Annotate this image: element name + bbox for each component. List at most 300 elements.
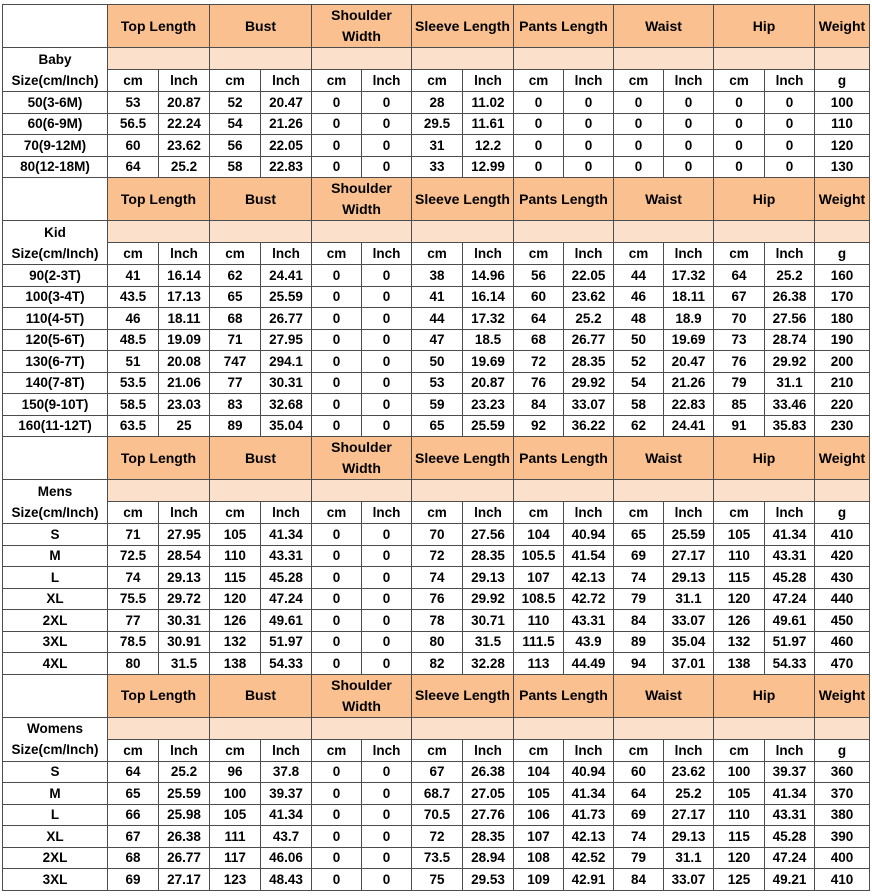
kid-value-cell: 0 <box>362 372 412 394</box>
womens-size-cell: 2XL <box>3 847 108 869</box>
mens-section-name: Mens <box>37 483 73 499</box>
mens-unit-cm: cm <box>312 502 362 524</box>
mens-value-cell: 132 <box>210 631 261 653</box>
baby-unit-inch: lnch <box>564 70 614 92</box>
mens-table-row <box>3 545 870 567</box>
mens-value-cell: 25.59 <box>664 524 714 546</box>
womens-value-cell: 27.05 <box>463 783 514 805</box>
baby-value-cell: 0 <box>514 113 564 135</box>
kid-header-pants-length: Pants Length <box>514 178 614 221</box>
baby-value-cell: 0 <box>362 135 412 157</box>
kid-value-cell: 62 <box>210 265 261 287</box>
kid-value-cell: 33.46 <box>765 394 815 416</box>
baby-unit-cm: cm <box>108 70 159 92</box>
kid-value-cell: 92 <box>514 415 564 437</box>
mens-value-cell: 126 <box>714 610 765 632</box>
womens-value-cell: 0 <box>362 761 412 783</box>
womens-value-cell: 29.13 <box>664 826 714 848</box>
mens-value-cell: 105 <box>714 524 765 546</box>
mens-size-cell: L <box>3 567 108 589</box>
womens-value-cell: 125 <box>714 869 765 891</box>
kid-value-cell: 43.5 <box>108 286 159 308</box>
mens-value-cell: 89 <box>614 631 664 653</box>
kid-value-cell: 0 <box>312 372 362 394</box>
womens-value-cell: 41.34 <box>564 783 614 805</box>
womens-value-cell: 67 <box>412 761 463 783</box>
mens-header-sleeve-length: Sleeve Length <box>412 437 514 480</box>
kid-size-cell: 150(9-10T) <box>3 394 108 416</box>
kid-value-cell: 58.5 <box>108 394 159 416</box>
kid-value-cell: 52 <box>614 351 664 373</box>
kid-table-row <box>3 415 870 437</box>
kid-value-cell: 77 <box>210 372 261 394</box>
mens-value-cell: 82 <box>412 653 463 675</box>
baby-unit-row <box>3 70 870 92</box>
baby-header-hip: Hip <box>714 5 815 48</box>
womens-value-cell: 68.7 <box>412 783 463 805</box>
womens-spacer-cell <box>312 717 412 739</box>
kid-value-cell: 25.59 <box>463 415 514 437</box>
baby-value-cell: 58 <box>210 156 261 178</box>
kid-spacer-cell <box>412 221 514 243</box>
mens-table-row <box>3 610 870 632</box>
mens-size-cell: 2XL <box>3 610 108 632</box>
womens-value-cell: 69 <box>108 869 159 891</box>
kid-table-row <box>3 286 870 308</box>
baby-value-cell: 0 <box>362 156 412 178</box>
baby-spacer-cell <box>714 48 815 70</box>
mens-value-cell: 29.92 <box>463 588 514 610</box>
kid-value-cell: 0 <box>362 329 412 351</box>
kid-spacer-cell <box>312 221 412 243</box>
baby-value-cell: 0 <box>714 92 765 114</box>
kid-table-row <box>3 394 870 416</box>
mens-value-cell: 77 <box>108 610 159 632</box>
mens-value-cell: 84 <box>614 610 664 632</box>
mens-value-cell: 42.13 <box>564 567 614 589</box>
womens-value-cell: 68 <box>108 847 159 869</box>
kid-size-cell: 100(3-4T) <box>3 286 108 308</box>
mens-value-cell: 138 <box>714 653 765 675</box>
baby-value-cell: 0 <box>362 113 412 135</box>
kid-value-cell: 89 <box>210 415 261 437</box>
baby-value-cell: 25.2 <box>159 156 210 178</box>
baby-value-cell: 0 <box>312 92 362 114</box>
kid-value-cell: 170 <box>815 286 870 308</box>
mens-value-cell: 74 <box>614 567 664 589</box>
baby-value-cell: 12.99 <box>463 156 514 178</box>
mens-value-cell: 0 <box>362 588 412 610</box>
baby-header-pants-length: Pants Length <box>514 5 614 48</box>
kid-value-cell: 23.03 <box>159 394 210 416</box>
baby-unit-cm: cm <box>312 70 362 92</box>
mens-value-cell: 37.01 <box>664 653 714 675</box>
baby-value-cell: 0 <box>312 113 362 135</box>
mens-value-cell: 105 <box>210 524 261 546</box>
mens-value-cell: 51.97 <box>765 631 815 653</box>
kid-value-cell: 35.04 <box>261 415 312 437</box>
kid-spacer-cell <box>210 221 312 243</box>
womens-value-cell: 0 <box>362 804 412 826</box>
baby-header-shoulder-width: Shoulder Width <box>312 5 412 48</box>
womens-header-hip: Hip <box>714 674 815 717</box>
womens-value-cell: 117 <box>210 847 261 869</box>
mens-unit-inch: lnch <box>261 502 312 524</box>
womens-size-unit-label: Size(cm/Inch) <box>11 742 99 757</box>
kid-value-cell: 18.5 <box>463 329 514 351</box>
baby-value-cell: 100 <box>815 92 870 114</box>
womens-value-cell: 100 <box>714 761 765 783</box>
womens-value-cell: 23.62 <box>664 761 714 783</box>
mens-value-cell: 0 <box>362 631 412 653</box>
womens-value-cell: 0 <box>362 826 412 848</box>
kid-value-cell: 17.13 <box>159 286 210 308</box>
womens-value-cell: 65 <box>108 783 159 805</box>
mens-value-cell: 32.28 <box>463 653 514 675</box>
kid-value-cell: 73 <box>714 329 765 351</box>
mens-value-cell: 69 <box>614 545 664 567</box>
kid-header-weight: Weight <box>815 178 870 221</box>
mens-spacer-cell <box>210 480 312 502</box>
kid-table-row <box>3 329 870 351</box>
mens-value-cell: 78 <box>412 610 463 632</box>
mens-spacer-row <box>3 480 870 502</box>
kid-value-cell: 26.77 <box>261 308 312 330</box>
mens-value-cell: 0 <box>312 545 362 567</box>
kid-value-cell: 24.41 <box>261 265 312 287</box>
womens-spacer-cell <box>815 717 870 739</box>
womens-unit-inch: lnch <box>261 739 312 761</box>
kid-unit-cm: cm <box>312 243 362 265</box>
kid-value-cell: 0 <box>362 286 412 308</box>
kid-value-cell: 83 <box>210 394 261 416</box>
womens-value-cell: 107 <box>514 826 564 848</box>
womens-value-cell: 390 <box>815 826 870 848</box>
kid-value-cell: 19.69 <box>463 351 514 373</box>
womens-value-cell: 42.52 <box>564 847 614 869</box>
kid-value-cell: 72 <box>514 351 564 373</box>
kid-value-cell: 31.1 <box>765 372 815 394</box>
mens-value-cell: 120 <box>714 588 765 610</box>
womens-value-cell: 33.07 <box>664 869 714 891</box>
mens-size-cell: S <box>3 524 108 546</box>
baby-header-top-length: Top Length <box>108 5 210 48</box>
baby-value-cell: 22.83 <box>261 156 312 178</box>
kid-value-cell: 230 <box>815 415 870 437</box>
mens-value-cell: 40.94 <box>564 524 614 546</box>
baby-value-cell: 11.61 <box>463 113 514 135</box>
kid-spacer-cell <box>714 221 815 243</box>
womens-value-cell: 40.94 <box>564 761 614 783</box>
kid-value-cell: 19.09 <box>159 329 210 351</box>
mens-value-cell: 51.97 <box>261 631 312 653</box>
mens-spacer-cell <box>312 480 412 502</box>
mens-value-cell: 105.5 <box>514 545 564 567</box>
womens-value-cell: 100 <box>210 783 261 805</box>
womens-table-row <box>3 869 870 891</box>
kid-value-cell: 22.83 <box>664 394 714 416</box>
baby-value-cell: 130 <box>815 156 870 178</box>
mens-unit-cm: cm <box>514 502 564 524</box>
baby-value-cell: 0 <box>765 156 815 178</box>
womens-spacer-row <box>3 717 870 739</box>
kid-value-cell: 0 <box>312 415 362 437</box>
mens-value-cell: 0 <box>312 610 362 632</box>
kid-value-cell: 20.47 <box>664 351 714 373</box>
kid-value-cell: 29.92 <box>564 372 614 394</box>
baby-section-name: Baby <box>38 51 72 67</box>
baby-value-cell: 0 <box>614 135 664 157</box>
baby-value-cell: 0 <box>312 135 362 157</box>
mens-value-cell: 104 <box>514 524 564 546</box>
kid-value-cell: 68 <box>514 329 564 351</box>
womens-value-cell: 31.1 <box>664 847 714 869</box>
kid-value-cell: 84 <box>514 394 564 416</box>
womens-size-cell: 3XL <box>3 869 108 891</box>
mens-value-cell: 29.72 <box>159 588 210 610</box>
mens-value-cell: 80 <box>108 653 159 675</box>
baby-value-cell: 33 <box>412 156 463 178</box>
womens-table-row <box>3 761 870 783</box>
mens-value-cell: 0 <box>362 610 412 632</box>
kid-value-cell: 0 <box>312 394 362 416</box>
mens-value-cell: 30.31 <box>159 610 210 632</box>
kid-value-cell: 64 <box>514 308 564 330</box>
mens-table-row <box>3 653 870 675</box>
womens-value-cell: 66 <box>108 804 159 826</box>
mens-value-cell: 54.33 <box>261 653 312 675</box>
mens-value-cell: 410 <box>815 524 870 546</box>
kid-header-row <box>3 178 870 221</box>
mens-header-pants-length: Pants Length <box>514 437 614 480</box>
mens-table-row <box>3 567 870 589</box>
kid-value-cell: 50 <box>412 351 463 373</box>
mens-value-cell: 132 <box>714 631 765 653</box>
womens-value-cell: 410 <box>815 869 870 891</box>
womens-value-cell: 96 <box>210 761 261 783</box>
womens-unit-inch: lnch <box>159 739 210 761</box>
kid-value-cell: 0 <box>312 329 362 351</box>
mens-unit-cm: cm <box>108 502 159 524</box>
mens-value-cell: 110 <box>714 545 765 567</box>
womens-value-cell: 109 <box>514 869 564 891</box>
kid-value-cell: 20.08 <box>159 351 210 373</box>
kid-unit-cm: cm <box>514 243 564 265</box>
mens-value-cell: 43.31 <box>261 545 312 567</box>
mens-value-cell: 74 <box>108 567 159 589</box>
womens-value-cell: 27.76 <box>463 804 514 826</box>
womens-value-cell: 25.59 <box>159 783 210 805</box>
baby-value-cell: 56 <box>210 135 261 157</box>
baby-value-cell: 0 <box>614 113 664 135</box>
baby-value-cell: 52 <box>210 92 261 114</box>
kid-unit-inch: lnch <box>765 243 815 265</box>
mens-value-cell: 76 <box>412 588 463 610</box>
kid-value-cell: 54 <box>614 372 664 394</box>
mens-value-cell: 440 <box>815 588 870 610</box>
mens-value-cell: 41.34 <box>261 524 312 546</box>
womens-corner-blank <box>3 674 108 717</box>
baby-value-cell: 22.24 <box>159 113 210 135</box>
baby-value-cell: 22.05 <box>261 135 312 157</box>
womens-value-cell: 41.73 <box>564 804 614 826</box>
kid-value-cell: 48 <box>614 308 664 330</box>
mens-value-cell: 0 <box>362 653 412 675</box>
kid-table-row <box>3 308 870 330</box>
mens-value-cell: 0 <box>362 545 412 567</box>
womens-unit-cm: cm <box>714 739 765 761</box>
kid-value-cell: 28.35 <box>564 351 614 373</box>
kid-value-cell: 71 <box>210 329 261 351</box>
kid-value-cell: 76 <box>514 372 564 394</box>
womens-header-top-length: Top Length <box>108 674 210 717</box>
kid-value-cell: 41 <box>108 265 159 287</box>
baby-size-cell: 50(3-6M) <box>3 92 108 114</box>
mens-value-cell: 43.31 <box>564 610 614 632</box>
kid-section-label <box>3 221 108 265</box>
baby-spacer-cell <box>312 48 412 70</box>
mens-value-cell: 65 <box>614 524 664 546</box>
kid-value-cell: 62 <box>614 415 664 437</box>
womens-size-cell: M <box>3 783 108 805</box>
kid-value-cell: 28.74 <box>765 329 815 351</box>
baby-value-cell: 54 <box>210 113 261 135</box>
womens-header-weight: Weight <box>815 674 870 717</box>
mens-value-cell: 120 <box>210 588 261 610</box>
baby-unit-inch: lnch <box>362 70 412 92</box>
baby-value-cell: 53 <box>108 92 159 114</box>
womens-value-cell: 106 <box>514 804 564 826</box>
mens-value-cell: 420 <box>815 545 870 567</box>
kid-unit-cm: cm <box>108 243 159 265</box>
baby-value-cell: 0 <box>514 156 564 178</box>
mens-value-cell: 47.24 <box>765 588 815 610</box>
kid-value-cell: 20.87 <box>463 372 514 394</box>
mens-header-hip: Hip <box>714 437 815 480</box>
baby-unit-cm: cm <box>614 70 664 92</box>
kid-value-cell: 16.14 <box>463 286 514 308</box>
womens-value-cell: 26.77 <box>159 847 210 869</box>
baby-value-cell: 20.87 <box>159 92 210 114</box>
mens-unit-inch: lnch <box>362 502 412 524</box>
womens-value-cell: 370 <box>815 783 870 805</box>
mens-value-cell: 470 <box>815 653 870 675</box>
baby-table-row <box>3 135 870 157</box>
kid-header-top-length: Top Length <box>108 178 210 221</box>
kid-value-cell: 50 <box>614 329 664 351</box>
kid-value-cell: 91 <box>714 415 765 437</box>
womens-value-cell: 108 <box>514 847 564 869</box>
baby-value-cell: 0 <box>564 156 614 178</box>
womens-value-cell: 0 <box>362 847 412 869</box>
baby-value-cell: 0 <box>614 92 664 114</box>
kid-value-cell: 200 <box>815 351 870 373</box>
size-chart-table <box>2 4 870 891</box>
mens-value-cell: 31.5 <box>463 631 514 653</box>
womens-value-cell: 79 <box>614 847 664 869</box>
kid-value-cell: 220 <box>815 394 870 416</box>
kid-value-cell: 65 <box>210 286 261 308</box>
size-chart-body <box>3 5 870 891</box>
womens-header-shoulder-width: Shoulder Width <box>312 674 412 717</box>
baby-unit-cm: cm <box>412 70 463 92</box>
womens-value-cell: 0 <box>362 869 412 891</box>
womens-header-bust: Bust <box>210 674 312 717</box>
baby-value-cell: 0 <box>765 113 815 135</box>
mens-value-cell: 47.24 <box>261 588 312 610</box>
mens-value-cell: 450 <box>815 610 870 632</box>
baby-value-cell: 31 <box>412 135 463 157</box>
baby-value-cell: 20.47 <box>261 92 312 114</box>
kid-value-cell: 44 <box>412 308 463 330</box>
baby-value-cell: 0 <box>564 113 614 135</box>
kid-value-cell: 70 <box>714 308 765 330</box>
mens-value-cell: 70 <box>412 524 463 546</box>
womens-value-cell: 41.34 <box>765 783 815 805</box>
mens-corner-blank <box>3 437 108 480</box>
womens-value-cell: 60 <box>614 761 664 783</box>
mens-value-cell: 54.33 <box>765 653 815 675</box>
womens-table-row <box>3 826 870 848</box>
mens-value-cell: 45.28 <box>765 567 815 589</box>
kid-value-cell: 27.56 <box>765 308 815 330</box>
kid-size-unit-label: Size(cm/Inch) <box>11 245 99 261</box>
mens-value-cell: 110 <box>210 545 261 567</box>
kid-value-cell: 23.23 <box>463 394 514 416</box>
womens-value-cell: 123 <box>210 869 261 891</box>
baby-value-cell: 0 <box>362 92 412 114</box>
womens-value-cell: 39.37 <box>261 783 312 805</box>
kid-value-cell: 24.41 <box>664 415 714 437</box>
womens-value-cell: 0 <box>312 869 362 891</box>
baby-value-cell: 0 <box>564 135 614 157</box>
womens-value-cell: 28.35 <box>463 826 514 848</box>
womens-value-cell: 27.17 <box>159 869 210 891</box>
womens-table-row <box>3 783 870 805</box>
womens-value-cell: 73.5 <box>412 847 463 869</box>
kid-unit-inch: lnch <box>362 243 412 265</box>
baby-table-row <box>3 92 870 114</box>
mens-value-cell: 0 <box>312 524 362 546</box>
kid-value-cell: 53.5 <box>108 372 159 394</box>
womens-value-cell: 26.38 <box>159 826 210 848</box>
kid-size-cell: 130(6-7T) <box>3 351 108 373</box>
kid-spacer-cell <box>614 221 714 243</box>
womens-value-cell: 69 <box>614 804 664 826</box>
baby-header-weight: Weight <box>815 5 870 48</box>
kid-value-cell: 30.31 <box>261 372 312 394</box>
mens-value-cell: 75.5 <box>108 588 159 610</box>
kid-value-cell: 14.96 <box>463 265 514 287</box>
baby-size-unit-label: Size(cm/Inch) <box>11 72 99 88</box>
mens-value-cell: 80 <box>412 631 463 653</box>
baby-table-row <box>3 156 870 178</box>
mens-unit-g: g <box>815 502 870 524</box>
mens-value-cell: 0 <box>362 524 412 546</box>
mens-value-cell: 0 <box>312 567 362 589</box>
baby-header-sleeve-length: Sleeve Length <box>412 5 514 48</box>
baby-value-cell: 0 <box>664 156 714 178</box>
baby-spacer-cell <box>108 48 210 70</box>
womens-header-pants-length: Pants Length <box>514 674 614 717</box>
kid-value-cell: 63.5 <box>108 415 159 437</box>
baby-spacer-cell <box>210 48 312 70</box>
mens-value-cell: 29.13 <box>664 567 714 589</box>
womens-value-cell: 115 <box>714 826 765 848</box>
kid-spacer-cell <box>514 221 614 243</box>
womens-unit-inch: lnch <box>765 739 815 761</box>
womens-section-label <box>3 717 108 761</box>
